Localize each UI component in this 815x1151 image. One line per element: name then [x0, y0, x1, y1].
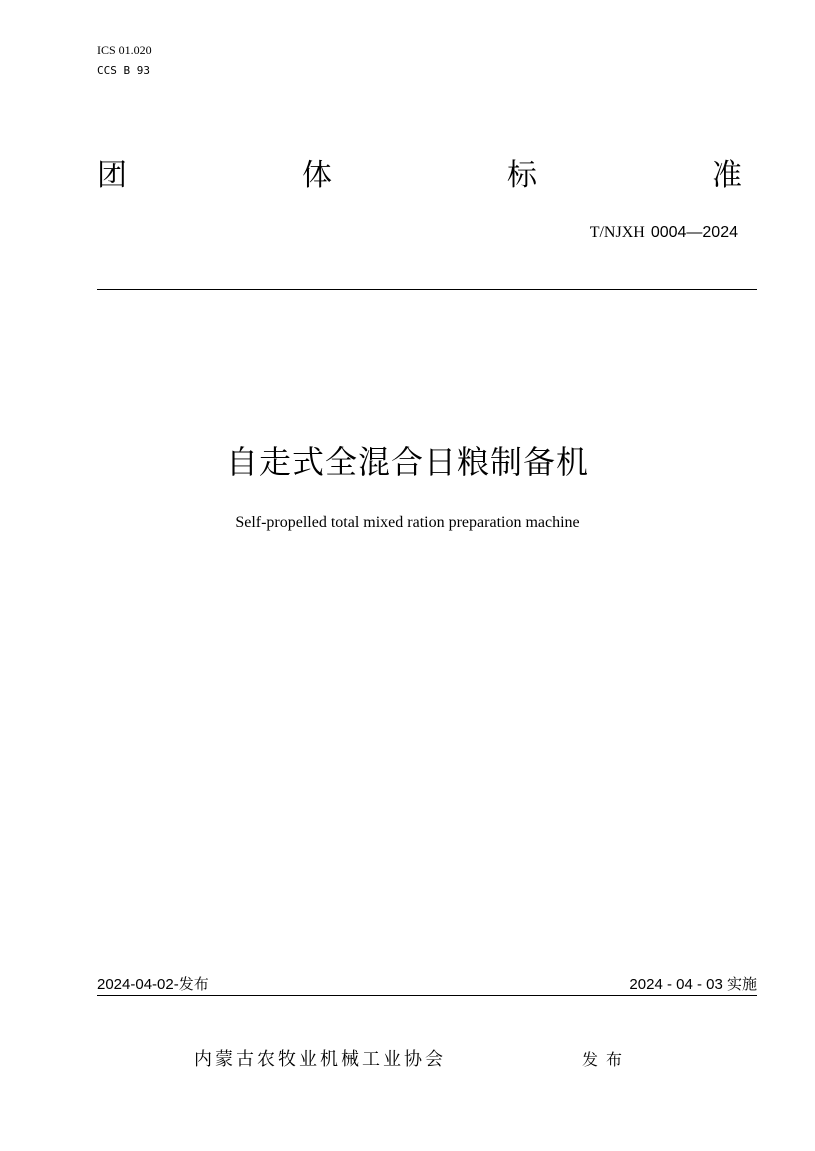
standard-type-char: 准 [712, 158, 742, 193]
standard-type-char: 标 [507, 158, 537, 193]
issue-date: 2024-04-02-发布 [97, 976, 209, 993]
standard-type-char: 团 [97, 158, 127, 193]
document-title-english: Self-propelled total mixed ration preparation machine [235, 514, 580, 531]
standard-number [590, 222, 738, 244]
implementation-date: 2024 - 04 - 03 实施 [629, 976, 757, 993]
date-row [97, 975, 757, 996]
standard-number-value: 0004—2024 [650, 224, 738, 241]
standard-type-char: 体 [302, 158, 332, 193]
publisher-name: 内蒙古农牧业机械工业协会 [194, 1049, 446, 1070]
standard-type [97, 156, 742, 196]
header-divider [97, 289, 757, 290]
publish-label: 发布 [582, 1050, 631, 1069]
ics-code: ICS 01.020 [97, 43, 152, 57]
document-title-chinese: 自走式全混合日粮制备机 [225, 443, 589, 481]
ccs-code: CCS B 93 [97, 64, 150, 77]
standard-number-prefix: T/NJXH [589, 224, 645, 241]
